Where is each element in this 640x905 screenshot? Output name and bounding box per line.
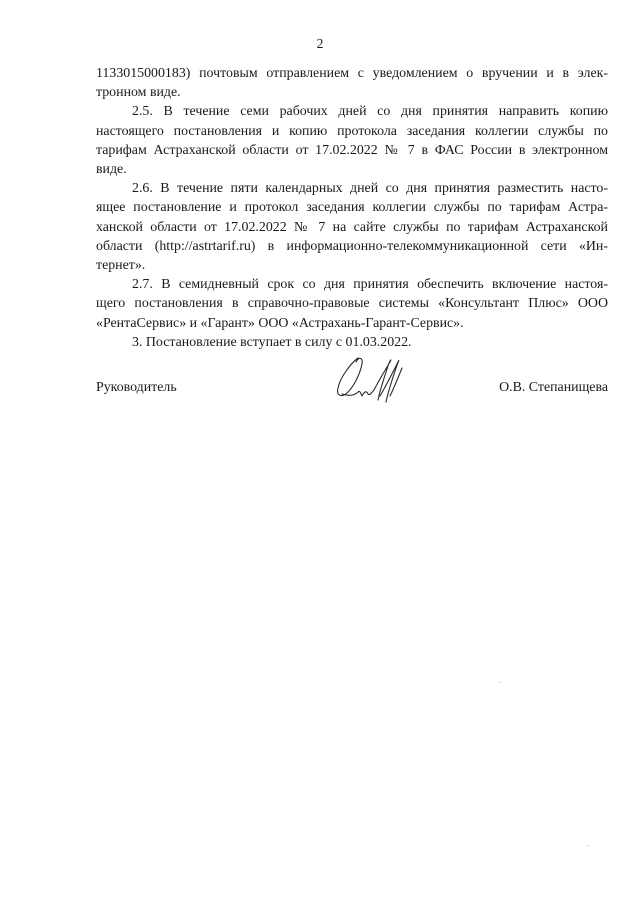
text-line: тарифам Астраханской области от 17.02.2022 № 7 в ФАС России в электронном <box>96 142 608 158</box>
document-body <box>96 64 608 352</box>
scan-speck <box>500 682 501 683</box>
text-line: щего постановления в справочно-правовые системы «Консультант Плюс» ООО <box>96 296 608 312</box>
text-line: тернет». <box>96 258 146 274</box>
paragraph-continuation <box>96 64 608 102</box>
text-line: области (http://astrtarif.ru) в информационно-телекоммуникационной сети «Ин- <box>96 238 608 254</box>
text-line: ханской области от 17.02.2022 № 7 на сайте службы по тарифам Астраханской <box>96 219 608 235</box>
text-line: «РентаСервис» и «Гарант» ООО «Астрахань-Гарант-Сервис». <box>96 315 464 331</box>
text-line: виде. <box>96 162 127 178</box>
handwritten-signature <box>328 352 408 408</box>
paragraph-2-7 <box>96 275 608 333</box>
signatory-name: О.В. Степанищева <box>499 380 608 395</box>
text-line: 2.5. В течение семи рабочих дней со дня принятия направить копию <box>132 104 608 120</box>
page-number: 2 <box>316 36 324 51</box>
scan-speck <box>588 845 589 846</box>
text-line: 2.6. В течение пяти календарных дней со дня принятия разместить насто- <box>132 181 608 197</box>
paragraph-3 <box>96 333 608 352</box>
text-line: тронном виде. <box>96 85 181 101</box>
text-line: настоящего постановления и копию протокола заседания коллегии службы по <box>96 123 608 139</box>
signatory-position: Руководитель <box>96 380 177 395</box>
paragraph-2-6 <box>96 179 608 275</box>
signature-block <box>96 352 608 416</box>
text-line: 2.7. В семидневный срок со дня принятия обеспечить включение настоя- <box>132 277 608 293</box>
text-line: 1133015000183) почтовым отправлением с уведомлением о вручении и в элек- <box>96 66 608 81</box>
text-line: ящее постановление и протокол заседания коллегии службы по тарифам Астра- <box>96 200 608 216</box>
text-line: 3. Постановление вступает в силу с 01.03.2022. <box>132 334 412 350</box>
paragraph-2-5 <box>96 102 608 179</box>
